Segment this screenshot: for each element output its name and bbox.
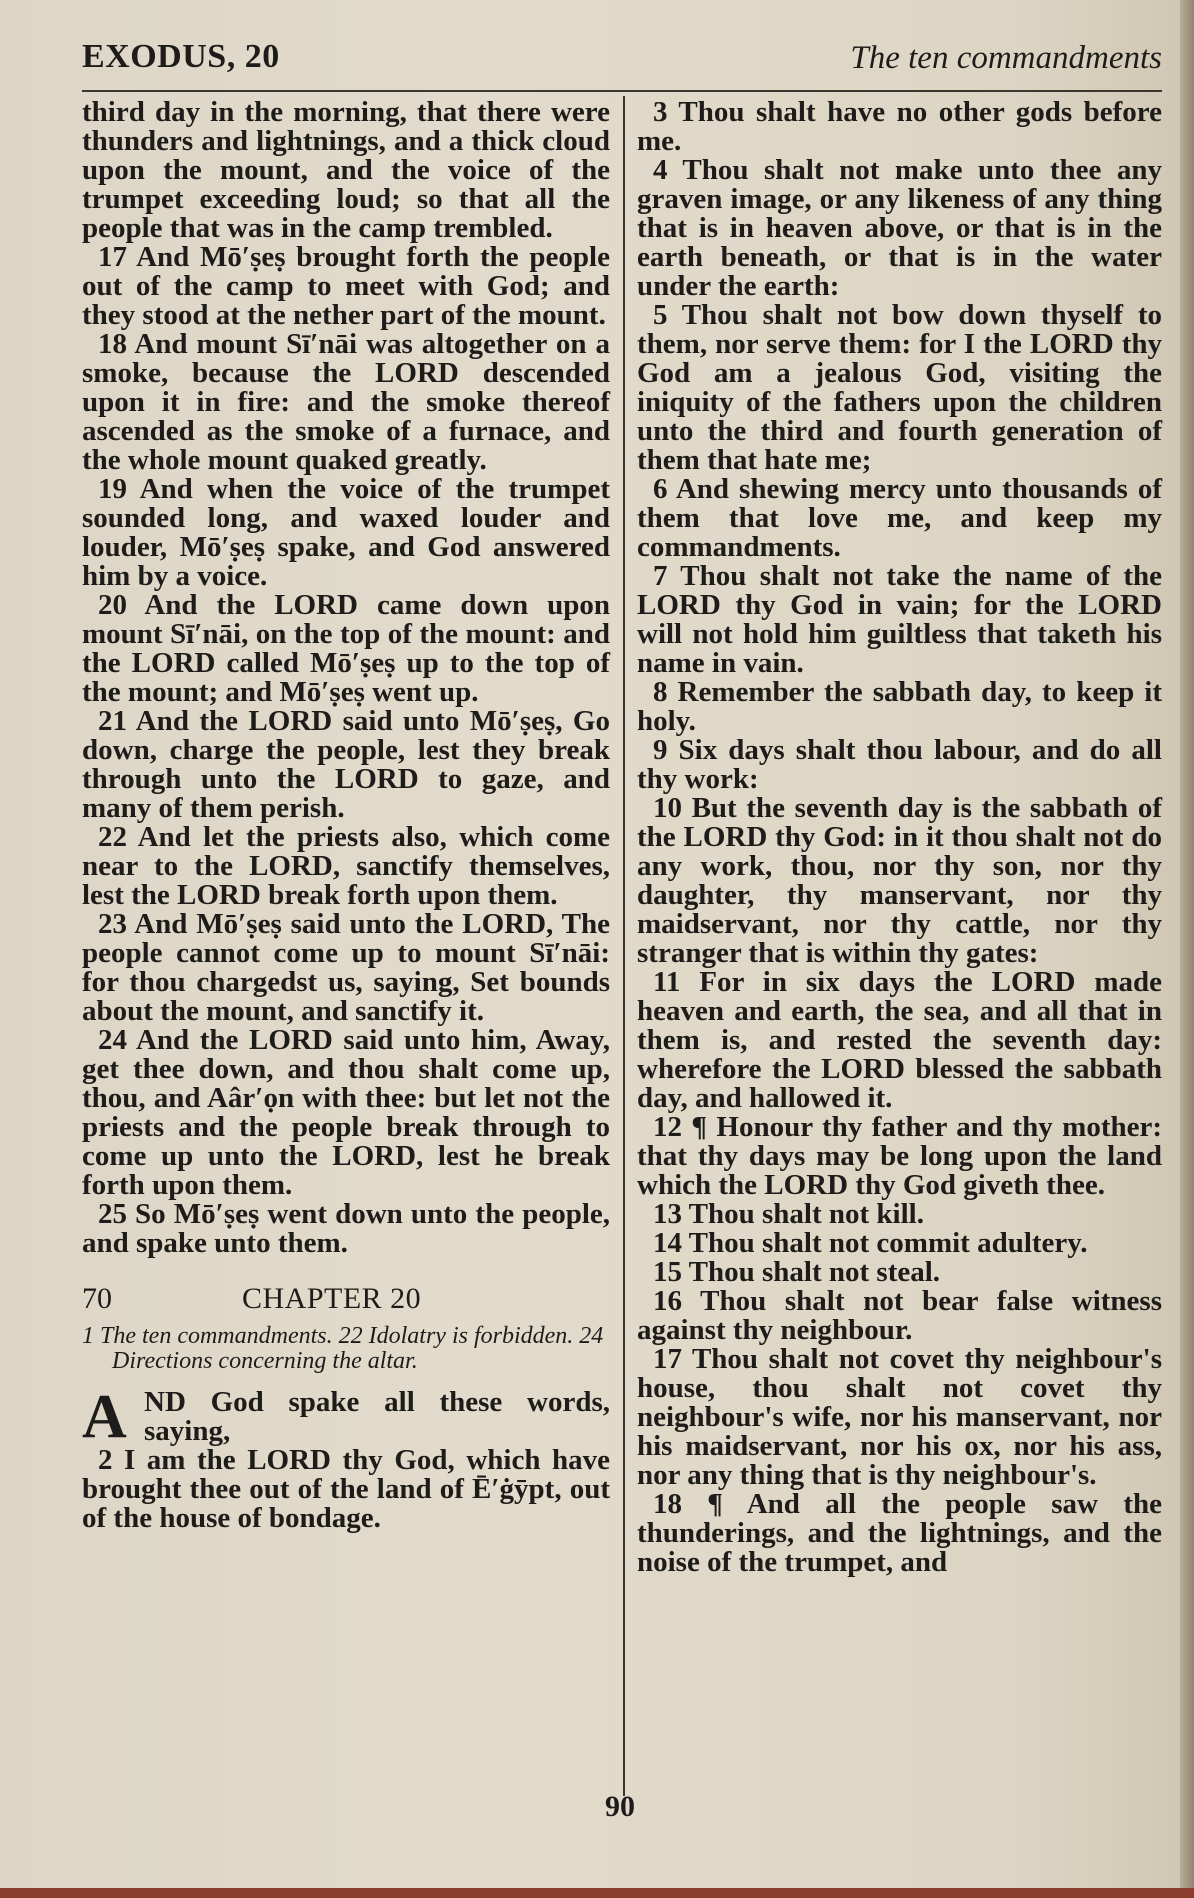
running-title: The ten commandments (850, 40, 1162, 76)
verse: 2 I am the LORD thy God, which have brought thee out of the land of Ē′ġȳpt, out of the house of bondage. (82, 1444, 610, 1534)
verse: 25 So Mō′ṣeṣ went down unto the people, and spake unto them. (82, 1198, 610, 1259)
verse: 18 And mount Sī′nāi was altogether on a smoke, because the LORD descended upon it in fire: and the smoke thereof ascended as the smoke of a furnace, and the whole mount quaked greatly. (82, 328, 610, 476)
verse: 6 And shewing mercy unto thousands of them that love me, and keep my commandments. (637, 473, 1162, 563)
verse: 24 And the LORD said unto him, Away, get thee down, and thou shalt come up, thou, and Aâr′ọn with thee: but let not the priests and the people break through to come up unto the LORD, lest he break forth upon them. (82, 1024, 610, 1201)
page-number: 90 (605, 1790, 635, 1823)
verse: 7 Thou shalt not take the name of the LORD thy God in vain; for the LORD will not hold him guiltless that taketh his name in vain. (637, 560, 1162, 679)
column-divider (623, 96, 625, 1796)
verse: 12 ¶ Honour thy father and thy mother: that thy days may be long upon the land which the LORD thy God giveth thee. (637, 1111, 1162, 1201)
verse: 17 And Mō′ṣeṣ brought forth the people out of the camp to meet with God; and they stood at the nether part of the mount. (82, 241, 610, 331)
verse: 9 Six days shalt thou labour, and do all thy work: (637, 734, 1162, 795)
verse: 3 Thou shalt have no other gods before me. (637, 96, 1162, 157)
verse: 18 ¶ And all the people saw the thunderings, and the lightnings, and the noise of the trumpet, and (637, 1488, 1162, 1578)
chapter-summary: 1 The ten commandments. 22 Idolatry is forbidden. 24 Directions concerning the altar. (82, 1323, 604, 1374)
verse: 20 And the LORD came down upon mount Sī′nāi, on the top of the mount: and the LORD called Mō′ṣeṣ up to the top of the mount; and Mō′ṣeṣ went up. (82, 589, 610, 708)
verse: 15 Thou shalt not steal. (652, 1256, 941, 1288)
chapter-heading (82, 1284, 610, 1318)
verse: 21 And the LORD said unto Mō′ṣeṣ, Go down, charge the people, lest they break through unto the LORD to gaze, and many of them perish. (82, 705, 610, 824)
verse-continuation: third day in the morning, that there were thunders and lightnings, and a thick cloud upon the mount, and the voice of the trumpet exceeding loud; so that all the people that was in the camp trembled. (82, 96, 610, 244)
drop-cap: A (82, 1383, 127, 1451)
page-edge (1180, 0, 1194, 1898)
header-rule (82, 90, 1162, 92)
verse: 11 For in six days the LORD made heaven and earth, the sea, and all that in them is, and rested the seventh day: wherefore the LORD blessed the sabbath day, and hallowed it. (637, 966, 1162, 1114)
verse: 19 And when the voice of the trumpet sounded long, and waxed louder and louder, Mō′ṣeṣ spake, and God answered him by a voice. (82, 473, 610, 592)
left-column (82, 98, 610, 1533)
page-header (82, 38, 1162, 88)
verse: 17 Thou shalt not covet thy neighbour's house, thou shalt not covet thy neighbour's wife, nor his manservant, nor his maidservant, nor his ox, nor his ass, nor any thing that is thy neighbour's. (637, 1343, 1162, 1491)
chapter-reference-number: 70 (82, 1282, 112, 1315)
verse: 13 Thou shalt not kill. (652, 1198, 924, 1230)
verse-1-text: ND God spake all these words, saying, (144, 1386, 610, 1447)
verse: 23 And Mō′ṣeṣ said unto the LORD, The people cannot come up to mount Sī′nāi: for thou chargedst us, saying, Set bounds about the mount, and sanctify it. (82, 908, 610, 1027)
verse: 16 Thou shalt not bear false witness against thy neighbour. (637, 1285, 1162, 1346)
chapter-title: CHAPTER 20 (242, 1282, 422, 1315)
page-bottom-edge (0, 1888, 1194, 1898)
verse: 10 But the seventh day is the sabbath of the LORD thy God: in it thou shalt not do any work, thou, nor thy son, nor thy daughter, thy manservant, nor thy maidservant, nor thy cattle, nor thy stranger that is within thy gates: (637, 792, 1162, 969)
running-head: EXODUS, 20 (82, 38, 280, 75)
verse: 4 Thou shalt not make unto thee any graven image, or any likeness of any thing that is in heaven above, or that is in the earth beneath, or that is in the water under the earth: (637, 154, 1162, 302)
verse: 8 Remember the sabbath day, to keep it holy. (637, 676, 1162, 737)
verse-1 (82, 1383, 610, 1451)
verse: 5 Thou shalt not bow down thyself to them, nor serve them: for I the LORD thy God am a jealous God, visiting the iniquity of the fathers upon the children unto the third and fourth generation of them that hate me; (637, 299, 1162, 476)
right-column (637, 98, 1162, 1577)
verse: 22 And let the priests also, which come near to the LORD, sanctify themselves, lest the LORD break forth upon them. (82, 821, 610, 911)
verse: 14 Thou shalt not commit adultery. (652, 1227, 1088, 1259)
